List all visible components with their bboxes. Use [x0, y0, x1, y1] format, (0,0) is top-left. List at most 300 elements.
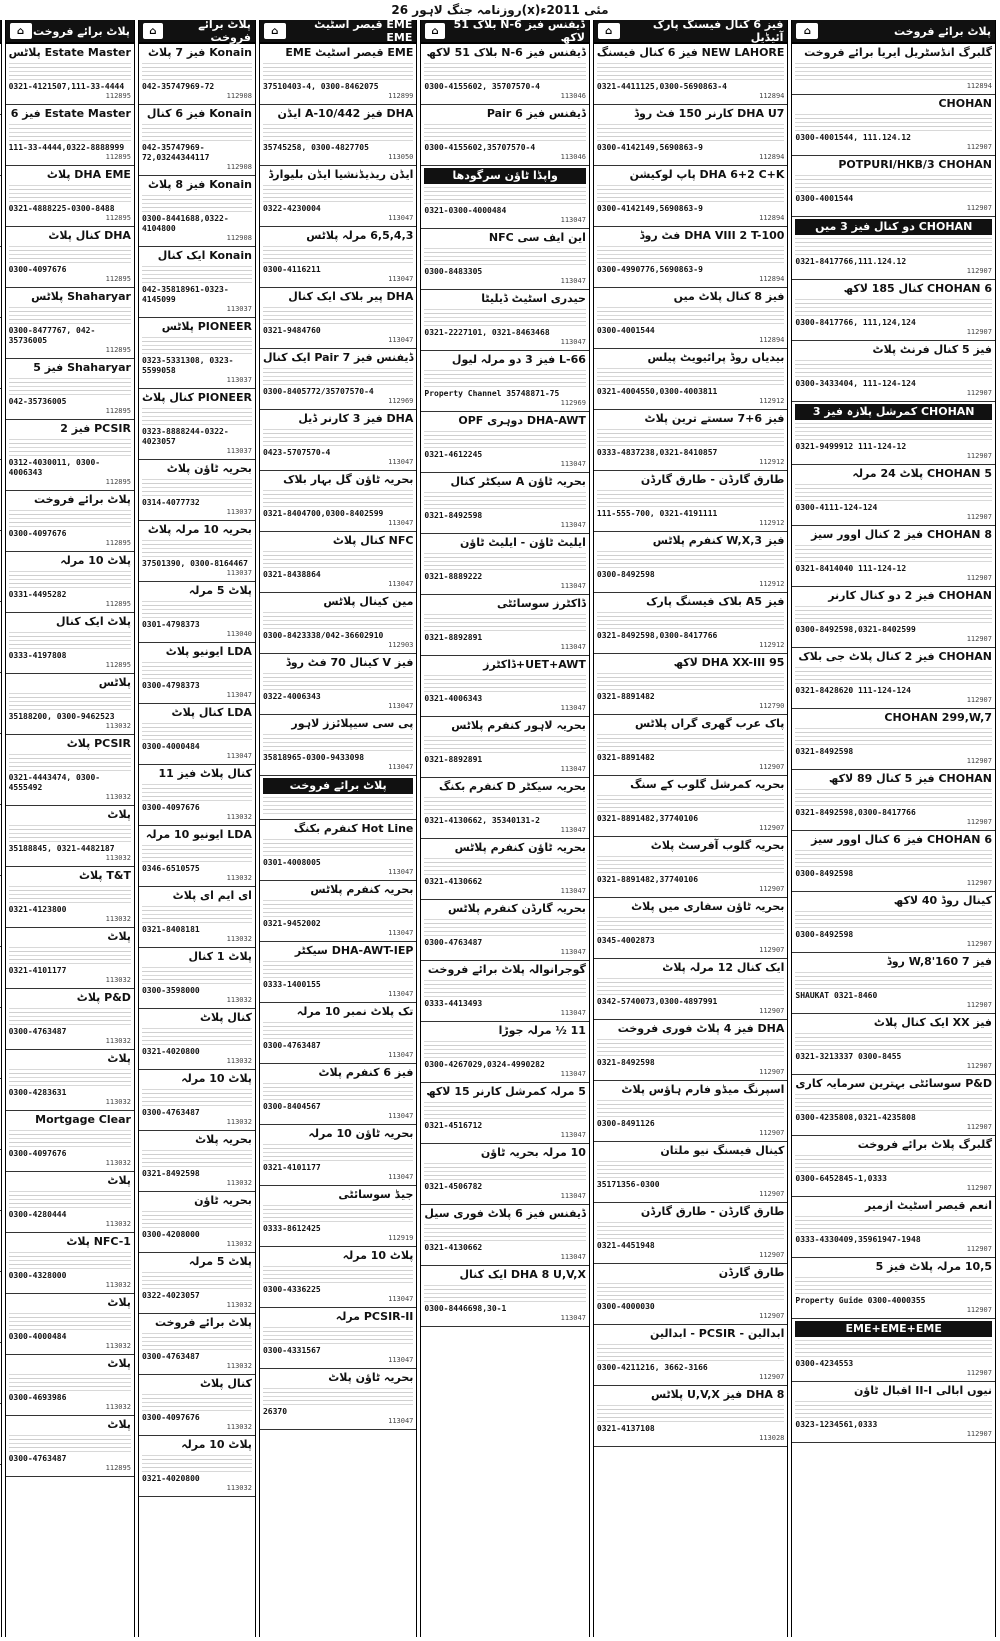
ad-headline: پلاٹس	[98, 676, 131, 689]
ad-headline: بحریہ ٹاؤن	[194, 1194, 252, 1207]
ad-body-text	[142, 598, 252, 620]
ad-reference-number: 113047	[388, 1173, 414, 1181]
ad-headline: پلاٹ	[107, 1357, 131, 1370]
ad-phone: 0300-3433404, 111-124-124	[795, 379, 916, 388]
ad-phone: 0321-4506782	[424, 1182, 483, 1191]
ad-phone: 26370	[262, 1407, 288, 1416]
ad-headline: NFC-1 پلاٹ	[66, 1235, 131, 1248]
classified-ad	[0, 1211, 1, 1272]
ad-body-text	[424, 1099, 586, 1121]
ad-body-text	[597, 609, 784, 631]
ad-body-text	[263, 487, 413, 509]
ad-phone: 0300-4211216, 3662-3166	[596, 1363, 708, 1372]
classified-column	[138, 20, 256, 1637]
ad-headline: PCSIR پلاٹ	[66, 737, 131, 750]
classified-ad	[139, 105, 255, 176]
ad-body-text	[142, 121, 252, 143]
ad-reference-number: 113047	[560, 1253, 586, 1261]
ad-reference-number: 113047	[560, 521, 586, 529]
ad-phone: 0300-8405772/35707570-4	[262, 387, 374, 396]
ad-phone: 0423-5707570-4	[262, 448, 331, 457]
ad-body-text	[142, 1208, 252, 1230]
ad-body-text	[263, 365, 413, 387]
ad-reference-number: 112908	[226, 92, 252, 100]
ad-headline: فیز 6+7 سستے ترین پلاٹ	[644, 412, 785, 425]
ad-phone: 0300-8483305	[424, 267, 483, 276]
ad-body-text	[9, 883, 131, 905]
ad-reference-number: 112895	[105, 153, 131, 161]
ad-phone: 0321-9452002	[262, 919, 321, 928]
ad-headline: DHA فیز 10/442-A ایڈن	[277, 107, 414, 120]
ad-phone: 0321-4612245	[424, 450, 483, 459]
classified-ad	[6, 989, 134, 1050]
classified-ad	[594, 898, 787, 959]
classified-ad	[260, 410, 416, 471]
ad-reference-number: 113037	[226, 569, 252, 577]
ad-phone: 042-35736005	[8, 397, 67, 406]
ad-headline: پلاٹ	[107, 930, 131, 943]
ad-body-text	[424, 1038, 586, 1060]
ad-body-text	[597, 426, 784, 448]
classified-ad	[260, 1003, 416, 1064]
ad-phone: 0300-4097676	[8, 265, 67, 274]
ad-headline: کینال فیسنگ نیو ملتان	[660, 1144, 785, 1157]
ad-headline: 10,5 مرلہ پلاٹ فیز 5	[875, 1260, 992, 1273]
ad-reference-number: 113047	[388, 275, 414, 283]
ad-body-text	[9, 60, 131, 82]
ad-body-text	[263, 670, 413, 692]
ad-body-text	[795, 1274, 992, 1296]
ad-phone: 0321-8891482	[596, 692, 655, 701]
newspaper-masthead: روزنامہ جنگ لاہور 26(x)مئی 2011ء	[391, 3, 609, 17]
classified-ad	[139, 1314, 255, 1375]
ad-reference-number: 112912	[759, 458, 785, 466]
ad-reference-number: 113047	[388, 1112, 414, 1120]
ad-phone: SHAUKAT 0321-8460	[795, 991, 878, 1000]
ad-phone: 0323-5331308, 0323-5599058	[141, 356, 234, 375]
ad-phone: 0300-4142149,5690863-9	[596, 204, 703, 213]
ad-headline: DHA XX-III 95 لاکھ	[673, 656, 785, 669]
ad-phone: 0345-4002873	[596, 936, 655, 945]
ad-body-text	[424, 306, 586, 328]
column-header	[260, 20, 416, 44]
ad-headline: جیڈ سوسائٹی	[338, 1188, 414, 1201]
ad-headline: DHA 8 فیز U,V,X پلاٹس	[650, 1388, 785, 1401]
ad-phone: 0321-0300-4000484	[424, 206, 507, 215]
ad-body-text	[795, 1213, 992, 1235]
classified-ad	[0, 1404, 1, 1465]
ad-body-text	[142, 263, 252, 285]
ad-headline: 11 ½ مرلہ جوڑا	[498, 1024, 586, 1037]
classified-ad	[421, 656, 589, 717]
classified-ad	[6, 105, 134, 166]
ad-phone: 0323-8888244-0322-4023057	[141, 427, 229, 446]
classified-ad	[421, 1083, 589, 1144]
ad-headline: CHOHAN	[938, 97, 992, 110]
ad-phone: 0300-4763487	[424, 938, 483, 947]
classified-ad	[792, 1014, 995, 1075]
ad-body-text	[597, 60, 784, 82]
ad-phone: 0300-4267029,0324-4990282	[424, 1060, 545, 1069]
ad-body-text	[795, 420, 992, 442]
classified-ad	[792, 402, 995, 465]
classified-ad	[421, 961, 589, 1022]
ad-reference-number: 113032	[226, 996, 252, 1004]
ad-body-text	[597, 1341, 784, 1363]
ad-phone: 0333-4837238,0321-8410857	[596, 448, 718, 457]
ad-body-text	[795, 296, 992, 318]
ad-reference-number: 113032	[105, 722, 131, 730]
ad-headline: بحریہ گلوب آفرسٹ پلاٹ	[650, 839, 785, 852]
ad-phone: 0300-4155602, 35707570-4	[424, 82, 540, 91]
classified-ad	[0, 1008, 1, 1079]
ad-phone: 0300-4000030	[596, 1302, 655, 1311]
classified-ad	[594, 105, 787, 166]
ad-reference-number: 112899	[388, 92, 414, 100]
ad-phone: 0321-8492598	[424, 511, 483, 520]
ad-reference-number: 113047	[560, 277, 586, 285]
classified-ad	[792, 587, 995, 648]
ad-reference-number: 112907	[966, 1001, 992, 1009]
ad-body-text	[263, 897, 413, 919]
ad-headline: بحریہ کمرشل گلوب کے سنگ	[630, 778, 785, 791]
ad-headline: L-66 فیز 3 دو مرلہ لیول	[451, 353, 586, 366]
ad-body-text	[142, 903, 252, 925]
ad-reference-number: 113037	[226, 447, 252, 455]
ad-body-text	[263, 60, 413, 82]
ad-body-text	[142, 720, 252, 742]
classified-ad	[594, 837, 787, 898]
ad-body-text	[142, 659, 252, 681]
classified-ad	[792, 217, 995, 280]
classified-ad	[139, 1436, 255, 1497]
ad-headline: CHOHAN فیز 2 کنال پلاٹ جی بلاک	[798, 650, 992, 663]
ad-headline: LDA ایونیو پلاٹ	[165, 645, 252, 658]
ad-headline: ڈاکٹرز سوسائٹی	[496, 597, 586, 610]
ad-headline: فیز A5 بلاک فیسنگ پارک	[646, 595, 785, 608]
ad-phone: 0321-8892891	[424, 755, 483, 764]
ad-phone: 0321-8492598	[795, 747, 854, 756]
ad-reference-number: 113047	[560, 1070, 586, 1078]
ad-reference-number: 113047	[388, 702, 414, 710]
ad-body-text	[263, 731, 413, 753]
ad-reference-number: 113047	[560, 948, 586, 956]
ad-body-text	[9, 1005, 131, 1027]
ad-headline: بحریہ سیکٹر D کنفرم بکنگ	[438, 780, 586, 793]
classified-ad	[260, 1369, 416, 1430]
ad-body-text	[795, 542, 992, 564]
classified-ad	[6, 806, 134, 867]
ad-phone: 0323-1234561,0333	[795, 1420, 878, 1429]
ad-headline: PIONEER کنال پلاٹ	[141, 391, 252, 404]
ad-headline: Konain فیز 6 کنال	[146, 107, 252, 120]
classified-column	[791, 20, 996, 1637]
ad-phone: 0301-4798373	[141, 620, 200, 629]
classified-ad	[139, 1253, 255, 1314]
ad-phone: 0300-8492598,0321-8402599	[795, 625, 916, 634]
ad-headline: DHA-AWT-IEP سیکٹر	[294, 944, 414, 957]
classified-ad	[421, 1205, 589, 1266]
ad-reference-number: 112912	[759, 519, 785, 527]
classified-ad	[0, 389, 1, 460]
ad-reference-number: 112894	[759, 336, 785, 344]
ad-body-text	[263, 794, 413, 816]
ad-headline: CHOHAN فیز 2 دو کنال کارنر	[828, 589, 992, 602]
ad-phone: 0300-4000484	[8, 1332, 67, 1341]
classified-ad	[139, 582, 255, 643]
ad-phone: 0322-4230004	[262, 204, 321, 213]
ad-phone: 0300-4111-124-124	[795, 503, 878, 512]
ad-headline: گلبرگ پلاٹ برائے فروخت	[857, 1138, 992, 1151]
ad-reference-number: 112895	[105, 539, 131, 547]
ad-body-text	[263, 609, 413, 631]
column-header-title: پلاٹ برائے فروخت	[198, 18, 251, 44]
ad-reference-number: 112907	[966, 879, 992, 887]
classified-ad	[6, 1172, 134, 1233]
ad-phone: 0300-4283631	[8, 1088, 67, 1097]
ad-body-text	[142, 781, 252, 803]
classified-ad	[421, 595, 589, 656]
ad-phone: 0321-4123800	[8, 905, 67, 914]
house-plot-icon: ⌂	[10, 23, 32, 39]
ad-phone: 0300-4097676	[141, 803, 200, 812]
classified-columns	[4, 20, 996, 1637]
ad-phone: 0300-4155602,35707570-4	[424, 143, 536, 152]
classified-ad	[6, 928, 134, 989]
ad-body-text	[263, 121, 413, 143]
ad-headline: بحریہ ٹاؤن 10 مرلہ	[308, 1127, 414, 1140]
ad-phone: 0300-8491126	[596, 1119, 655, 1128]
classified-ad	[594, 654, 787, 715]
classified-ad	[421, 1266, 589, 1327]
ad-headline: NEW LAHORE فیز 6 کنال فیسنگ	[596, 46, 785, 59]
ad-body-text	[424, 855, 586, 877]
classified-ad	[421, 1144, 589, 1205]
classified-ad	[792, 831, 995, 892]
ad-reference-number: 113047	[560, 1192, 586, 1200]
ad-body-text	[142, 405, 252, 427]
ad-reference-number: 113047	[388, 1356, 414, 1364]
ad-headline: فیز 7 160'W,8 روڈ	[886, 955, 992, 968]
classified-ad	[421, 105, 589, 166]
ad-headline: بحریہ ٹاؤن کنفرم پلاٹس	[454, 841, 586, 854]
classified-ad	[0, 734, 1, 805]
ad-phone: 0300-4280444	[8, 1210, 67, 1219]
ad-headline: کنال پلاٹ فیز 11	[158, 767, 252, 780]
ad-reference-number: 112907	[759, 1312, 785, 1320]
ad-headline: P&D پلاٹ	[76, 991, 131, 1004]
ad-headline: پلاٹ 10 مرلہ	[181, 1072, 252, 1085]
ad-phone: 35171356-0300	[596, 1180, 660, 1189]
ad-headline: Mortgage Clear	[35, 1113, 131, 1126]
ad-reference-number: 112894	[759, 214, 785, 222]
ad-reference-number: 112907	[966, 204, 992, 212]
ad-headline: تک پلاٹ نمبر 10 مرلہ	[296, 1005, 414, 1018]
ad-reference-number: 113046	[560, 92, 586, 100]
classified-ad	[6, 674, 134, 735]
ad-body-text	[597, 731, 784, 753]
ad-phone: 0300-3598000	[141, 986, 200, 995]
ad-reference-number: 113032	[226, 1057, 252, 1065]
ad-headline: LDA کنال پلاٹ	[171, 706, 252, 719]
ad-phone: Property Guide 0300-4000355	[795, 1296, 926, 1305]
ad-reference-number: 113032	[105, 1098, 131, 1106]
ad-reference-number: 113047	[226, 752, 252, 760]
ad-reference-number: 112895	[105, 407, 131, 415]
ad-body-text	[597, 1036, 784, 1058]
ad-phone: 35188200, 0300-9462523	[8, 712, 115, 721]
classified-ad	[594, 715, 787, 776]
classified-column	[0, 20, 2, 1637]
ad-reference-number: 113047	[560, 1131, 586, 1139]
ad-body-text	[263, 182, 413, 204]
ad-phone: 0331-4495282	[8, 590, 67, 599]
classified-ad	[594, 1203, 787, 1264]
ad-phone: 0321-4101177	[262, 1163, 321, 1172]
column-header	[421, 20, 589, 44]
ad-body-text	[9, 243, 131, 265]
ad-reference-number: 112969	[388, 397, 414, 405]
ad-body-text	[795, 111, 992, 133]
classified-ad	[594, 593, 787, 654]
classified-ad	[594, 1325, 787, 1386]
ad-reference-number: 112895	[105, 1464, 131, 1472]
ad-body-text	[424, 489, 586, 511]
ad-reference-number: 112907	[966, 574, 992, 582]
classified-ad	[792, 709, 995, 770]
ad-headline: ایلیٹ ٹاؤن - ایلیٹ ٹاؤن	[460, 536, 586, 549]
ad-body-text	[424, 428, 586, 450]
house-plot-icon: ⌂	[264, 23, 286, 39]
ad-phone: 0321-9484760	[262, 326, 321, 335]
ad-reference-number: 112907	[966, 513, 992, 521]
ad-reference-number: 112907	[759, 1190, 785, 1198]
classified-ad	[594, 1386, 787, 1447]
ad-headline: ایڈن ریذیڈنشیا ایڈن بلیوارڈ	[268, 168, 414, 181]
ad-headline: Konain فیز 7 پلاٹ	[147, 46, 252, 59]
ad-phone: 0321-8414040 111-124-12	[795, 564, 907, 573]
classified-ad	[594, 776, 787, 837]
ad-body-text	[795, 481, 992, 503]
ad-body-text	[9, 304, 131, 326]
ad-headline: فیز 6 کنفرم پلاٹ	[318, 1066, 414, 1079]
ad-body-text	[795, 60, 992, 82]
ad-body-text	[597, 1219, 784, 1241]
classified-column	[5, 20, 135, 1637]
ad-reference-number: 112894	[759, 92, 785, 100]
ad-headline: کنال پلاٹ	[200, 1377, 252, 1390]
ad-phone: 0321-8891482,37740106	[596, 875, 699, 884]
ad-headline: DHA کنال پلاٹ	[48, 229, 131, 242]
ad-reference-number: 113047	[388, 458, 414, 466]
classified-ad	[260, 881, 416, 942]
ad-body-text	[263, 548, 413, 570]
ad-reference-number: 113047	[560, 765, 586, 773]
ad-headline: انعم قیصر اسٹیٹ ازمیر	[864, 1199, 992, 1212]
classified-ad	[421, 839, 589, 900]
ad-reference-number: 113047	[388, 1051, 414, 1059]
ad-phone: 0321-2227101, 0321-8463468	[424, 328, 550, 337]
classified-ad	[421, 717, 589, 778]
ad-headline: P&D سوسائٹی بہترین سرمایہ کاری	[795, 1077, 992, 1090]
classified-ad	[6, 1416, 134, 1477]
classified-ad	[792, 1075, 995, 1136]
ad-body-text	[9, 436, 131, 458]
ad-headline: مین کینال پلاٹس	[323, 595, 414, 608]
classified-ad	[139, 521, 255, 582]
ad-reference-number: 113032	[226, 1301, 252, 1309]
ad-body-text	[795, 1152, 992, 1174]
ad-headline: LDA ایونیو 10 مرلہ	[145, 828, 252, 841]
ad-phone: 0322-4023057	[141, 1291, 200, 1300]
ad-phone: 0321-4451948	[596, 1241, 655, 1250]
house-plot-icon: ⌂	[796, 23, 818, 39]
ad-headline: فیز W,X,3 کنفرم پلاٹس	[652, 534, 785, 547]
ad-phone: 0300-8441688,0322-4104800	[141, 214, 229, 233]
ad-reference-number: 112907	[966, 1306, 992, 1314]
ad-phone: 042-35747969-72,03244344117	[141, 143, 210, 162]
ad-phone: 0300-4001544	[596, 326, 655, 335]
classified-ad	[421, 534, 589, 595]
ad-body-text	[424, 1160, 586, 1182]
ad-phone: 0300-4328000	[8, 1271, 67, 1280]
ad-reference-number: 112907	[759, 763, 785, 771]
classified-ad	[421, 473, 589, 534]
ad-body-text	[597, 1097, 784, 1119]
ad-headline: واپڈا ٹاؤن سرگودھا	[424, 168, 586, 184]
ad-headline: حیدری اسٹیٹ ڈیلیٹا	[481, 292, 586, 305]
classified-ad	[260, 349, 416, 410]
ad-phone: 0300-4763487	[141, 1352, 200, 1361]
ad-phone: 0300-4001544	[795, 194, 854, 203]
ad-headline: Shaharyar پلاٹس	[31, 290, 131, 303]
ad-body-text	[263, 958, 413, 980]
classified-ad	[0, 318, 1, 389]
ad-headline: Shaharyar فیز 5	[33, 361, 131, 374]
ad-body-text	[9, 1432, 131, 1454]
ad-reference-number: 112907	[966, 1245, 992, 1253]
ad-reference-number: 112895	[105, 214, 131, 222]
ad-headline: CHOHAN 6 کنال 185 لاکھ	[843, 282, 992, 295]
ad-headline: بحریہ لاہور کنفرم پلاٹس	[451, 719, 586, 732]
ad-body-text	[9, 944, 131, 966]
classified-ad	[260, 105, 416, 166]
ad-phone: 0342-5740073,0300-4897991	[596, 997, 718, 1006]
ad-headline: CHOHAN 6 فیز 6 کنال اوور سیز	[811, 833, 992, 846]
ad-reference-number: 112907	[966, 635, 992, 643]
ad-reference-number: 113032	[105, 915, 131, 923]
ad-headline: پلاٹ	[107, 1296, 131, 1309]
ad-phone: 0300-4142149,5690863-9	[596, 143, 703, 152]
classified-ad	[421, 1022, 589, 1083]
classified-ad	[6, 1294, 134, 1355]
classified-ad	[6, 1355, 134, 1416]
ad-reference-number: 113047	[560, 887, 586, 895]
ad-body-text	[597, 792, 784, 814]
ad-headline: DHA پیر بلاک ایک کنال	[288, 290, 414, 303]
ad-phone: 0321-4443474, 0300-4555492	[8, 773, 101, 792]
ad-body-text	[142, 1391, 252, 1413]
ad-phone: 0333-4197808	[8, 651, 67, 660]
classified-ad	[594, 471, 787, 532]
ad-body-text	[142, 192, 252, 214]
classified-ad	[139, 643, 255, 704]
ad-phone: 0300-4097676	[8, 1149, 67, 1158]
classified-ad	[792, 1319, 995, 1382]
ad-reference-number: 112907	[966, 1369, 992, 1377]
ad-headline: فیز XX ایک کنال پلاٹ	[873, 1016, 992, 1029]
classified-ad	[6, 420, 134, 491]
